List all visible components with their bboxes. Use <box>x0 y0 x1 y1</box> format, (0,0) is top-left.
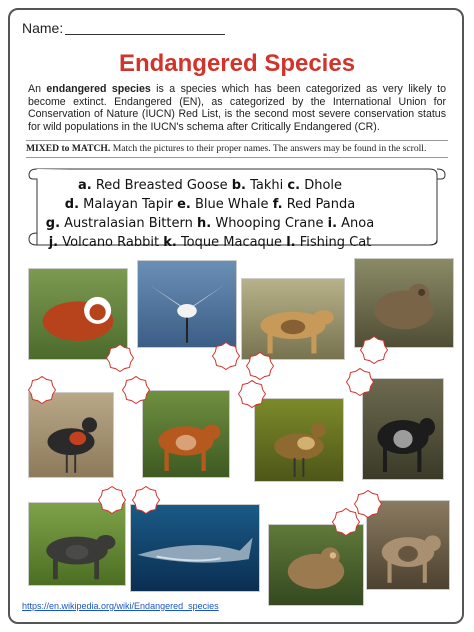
answer-badge[interactable] <box>246 352 274 380</box>
intro-text-2: is a species which has been categorized as very likely to become extinct. Endangered (EN), as categorized by the International Union for Conservation of Nature (IUCN) Red List, is the second most severe conservation status for wild populations in the IUCN's schema after Critically Endangered (CR). <box>28 83 446 133</box>
photo-anoa <box>28 502 126 586</box>
answer-list <box>30 176 390 252</box>
intro-term: endangered species <box>46 83 151 95</box>
answer-name: Toque Macaque <box>180 235 283 250</box>
answer-letter: g. <box>45 216 61 231</box>
photo-australasian-bittern <box>254 398 344 482</box>
answer-badge[interactable] <box>28 376 56 404</box>
instructions-heading: MIXED to MATCH. <box>26 143 111 154</box>
name-label: Name: <box>22 20 64 36</box>
answer-name: Volcano Rabbit <box>62 235 160 250</box>
answer-letter: h. <box>197 216 212 231</box>
answer-badge[interactable] <box>212 342 240 370</box>
answer-name: Australasian Bittern <box>64 216 193 231</box>
page-title: Endangered Species <box>118 50 356 77</box>
divider-bottom <box>26 157 448 158</box>
photo-blue-whale <box>130 504 260 592</box>
answer-letter: i. <box>327 216 338 231</box>
answer-letter: e. <box>177 197 191 212</box>
answer-name: Fishing Cat <box>299 235 372 250</box>
answer-letter: j. <box>48 235 59 250</box>
answer-name: Red Breasted Goose <box>95 178 228 193</box>
photo-takhi <box>241 278 345 360</box>
answer-letter: f. <box>272 197 283 212</box>
photo-whooping-crane <box>137 260 237 348</box>
answer-letter: c. <box>287 178 301 193</box>
photo-toque-macaque <box>268 524 364 606</box>
answer-letter: b. <box>231 178 246 193</box>
answer-badge[interactable] <box>346 368 374 396</box>
answer-badge[interactable] <box>132 486 160 514</box>
answer-name: Whooping Crane <box>215 216 324 231</box>
answer-badge[interactable] <box>98 486 126 514</box>
answer-name: Dhole <box>304 178 343 193</box>
photo-dhole <box>142 390 230 478</box>
answer-line <box>30 233 390 252</box>
answer-badge[interactable] <box>106 344 134 372</box>
answer-name: Red Panda <box>286 197 356 212</box>
answer-name: Blue Whale <box>194 197 269 212</box>
answer-letter: a. <box>77 178 92 193</box>
answer-badge[interactable] <box>360 336 388 364</box>
intro-paragraph <box>28 83 446 133</box>
instructions <box>26 143 448 154</box>
photo-red-breasted-goose <box>28 392 114 478</box>
answer-name: Anoa <box>341 216 375 231</box>
answer-line <box>30 176 390 195</box>
source-link[interactable]: https://en.wikipedia.org/wiki/Endangered_species <box>22 601 219 611</box>
answer-badge[interactable] <box>238 380 266 408</box>
instructions-text: Match the pictures to their proper names. The answers may be found in the scroll. <box>110 143 427 154</box>
answer-name: Malayan Tapir <box>83 197 173 212</box>
answer-badge[interactable] <box>122 376 150 404</box>
photo-malayan-tapir <box>362 378 444 480</box>
name-field[interactable] <box>65 34 225 35</box>
divider-top <box>26 140 448 141</box>
answer-name: Takhi <box>250 178 284 193</box>
intro-text-1: An <box>28 83 47 95</box>
answer-letter: l. <box>286 235 296 250</box>
answer-line <box>30 214 390 233</box>
answer-badge[interactable] <box>354 490 382 518</box>
photo-volcano-rabbit <box>354 258 454 348</box>
answer-letter: k. <box>163 235 177 250</box>
answer-line <box>30 195 390 214</box>
answer-letter: d. <box>64 197 80 212</box>
